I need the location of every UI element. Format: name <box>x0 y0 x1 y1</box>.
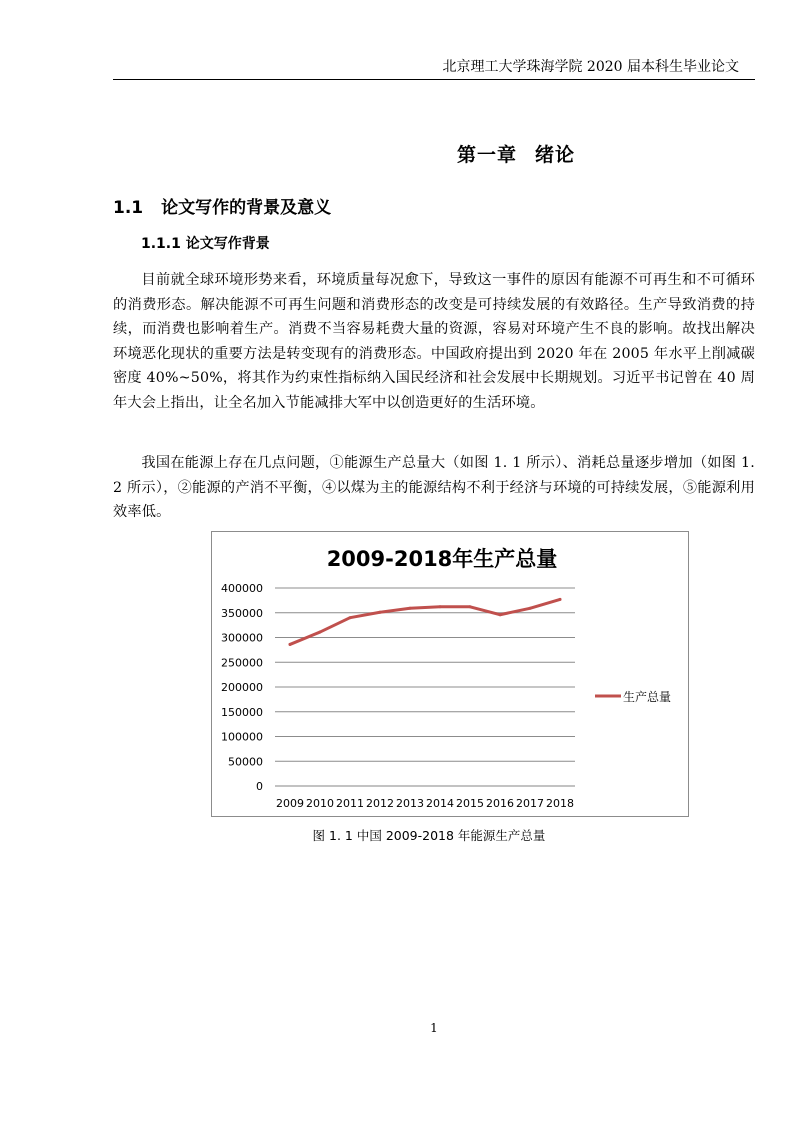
body-paragraph: 目前就全球环境形势来看，环境质量每况愈下，导致这一事件的原因有能源不可再生和不可循环的消费形态。解决能源不可再生问题和消费形态的改变是可持续发展的有效路径。生产导致消费的持续，而消费也影响着生产。消费不当容易耗费大量的资源，容易对环境产生不良的影响。故找出解决环境恶化现状的重要方法是转变现有的消费形态。中国政府提出到 2020 年在 2005 年水平上削减碳密度 40%~50%，将其作为约束性指标纳入国民经济和社会发展中长期规划。习近平书记曾在 40 周年大会上指出，让全名加入节能减排大军中以创造更好的生活环境。 <box>113 272 755 411</box>
x-tick-label: 2011 <box>336 797 364 810</box>
section-heading <box>113 193 331 218</box>
x-tick-label: 2015 <box>456 797 484 810</box>
y-tick-label: 100000 <box>221 730 263 744</box>
y-tick-label: 250000 <box>221 656 263 670</box>
data-point <box>379 611 382 614</box>
production-chart <box>211 531 689 817</box>
x-tick-label: 2017 <box>516 797 544 810</box>
x-tick-label: 2012 <box>366 797 394 810</box>
x-tick-label: 2016 <box>486 797 514 810</box>
y-tick-label: 50000 <box>228 755 263 769</box>
y-tick-label: 400000 <box>221 582 263 595</box>
running-header: 北京理工大学珠海学院 2020 届本科生毕业论文 <box>442 59 739 75</box>
data-point <box>319 631 322 634</box>
data-point <box>559 598 562 601</box>
chart-title: 2009-2018年生产总量 <box>326 547 558 571</box>
x-tick-label: 2018 <box>546 797 574 810</box>
data-point <box>529 607 532 610</box>
section-number: 1.1 <box>113 198 144 218</box>
y-tick-label: 350000 <box>221 606 263 620</box>
y-tick-label: 150000 <box>221 705 263 719</box>
x-tick-label: 2014 <box>426 797 454 810</box>
data-point <box>349 616 352 619</box>
y-tick-label: 200000 <box>221 681 263 694</box>
page-number: 1 <box>430 1021 438 1035</box>
chapter-label: 第一章 <box>456 144 517 166</box>
data-point <box>289 643 292 646</box>
section-title: 论文写作的背景及意义 <box>161 198 332 218</box>
body-paragraph: 我国在能源上存在几点问题，①能源生产总量大（如图 1. 1 所示）、消耗总量逐步增加（如图 1. 2 所示），②能源的产消不平衡，④以煤为主的能源结构不利于经济与环境的可持续发展，⑤能源利用效率低。 <box>113 455 755 521</box>
chart-canvas <box>212 532 690 818</box>
legend-label: 生产总量 <box>623 690 672 704</box>
subsection-heading: 1.1.1 论文写作背景 <box>141 236 270 252</box>
chapter-title <box>113 140 755 167</box>
x-tick-label: 2009 <box>276 797 304 810</box>
figure-caption <box>113 826 755 844</box>
data-point <box>439 605 442 608</box>
data-point <box>469 605 472 608</box>
x-tick-label: 2013 <box>396 797 424 810</box>
data-point <box>499 613 502 616</box>
y-tick-label: 0 <box>256 780 263 793</box>
header-rule <box>113 79 755 80</box>
y-tick-label: 300000 <box>221 631 263 645</box>
figure-caption-text: 图 1. 1 中国 2009-2018 年能源生产总量 <box>312 828 546 843</box>
x-tick-label: 2010 <box>306 797 334 810</box>
data-point <box>409 607 412 610</box>
chapter-name: 绪论 <box>535 144 576 166</box>
